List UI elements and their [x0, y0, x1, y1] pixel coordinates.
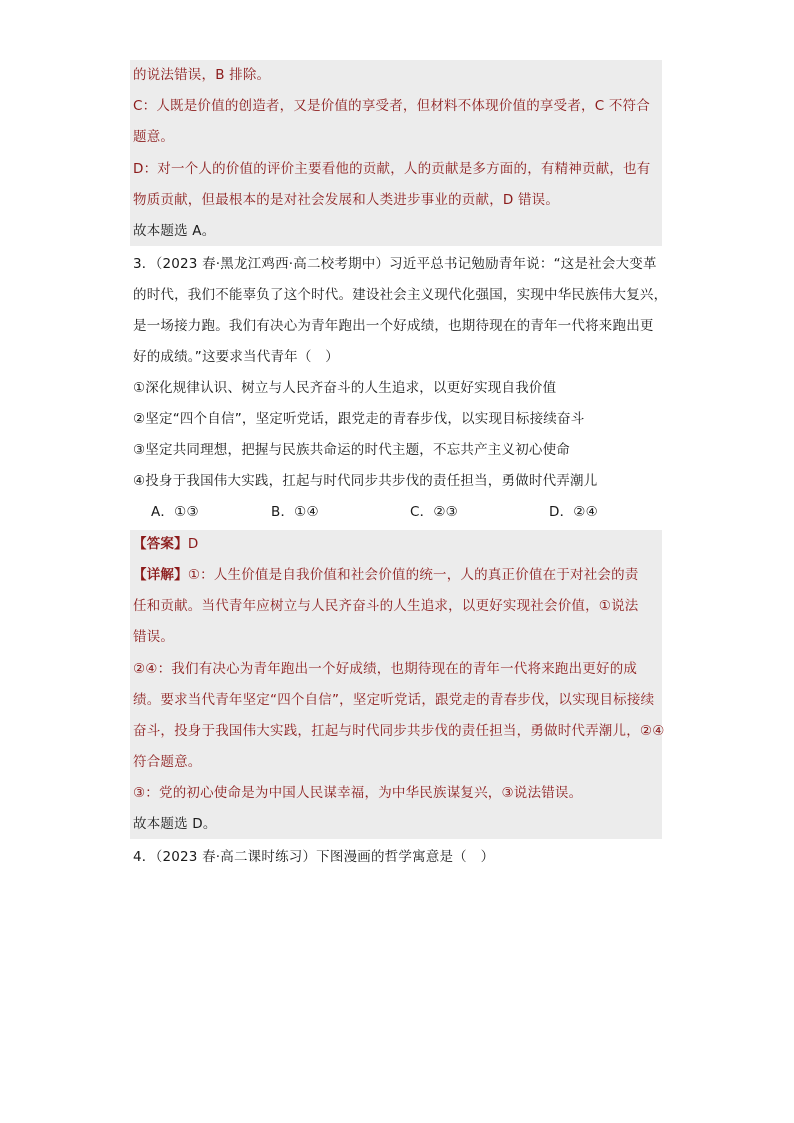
option-d: D．②④ [549, 504, 598, 520]
detail-p1-line2: 任和贡献。当代青年应树立与人民齐奋斗的人生追求，以更好实现社会价值，①说法 [133, 598, 639, 614]
option-a: A．①③ [151, 504, 199, 520]
detail-line1 [133, 564, 663, 586]
detail-p2-line4: 符合题意。 [133, 754, 202, 770]
analysis-option-c-line1: C：人既是价值的创造者，又是价值的享受者，但材料不体现价值的享受者，C 不符合 [133, 98, 650, 114]
analysis-option-d-line2: 物质贡献，但最根本的是对社会发展和人类进步事业的贡献，D 错误。 [133, 192, 560, 208]
analysis-text-b-tail: 的说法错误，B 排除。 [133, 67, 271, 83]
analysis-background-prev [130, 60, 662, 246]
detail-p2-line2: 绩。要求当代青年坚定“四个自信”，坚定听党话，跟党走的青春步伐，以实现目标接续 [133, 692, 655, 708]
analysis-option-c-line2: 题意。 [133, 129, 175, 145]
question3-item-3: ③坚定共同理想，把握与民族共命运的时代主题，不忘共产主义初心使命 [133, 442, 571, 458]
detail-label: 【详解】 [133, 567, 188, 583]
analysis-option-d-line1: D：对一个人的价值的评价主要看他的贡献，人的贡献是多方面的，有精神贡献，也有 [133, 161, 651, 177]
question4-stem: 4．（2023 春·高二课时练习）下图漫画的哲学寓意是（ ） [133, 849, 495, 865]
answer-value: D [187, 536, 199, 552]
detail-p2-line3: 奋斗，投身于我国伟大实践，扛起与时代同步共步伐的责任担当，勇做时代弄潮儿，②④ [133, 723, 665, 739]
question3-stem-line1: 3．（2023 春·黑龙江鸡西·高二校考期中）习近平总书记勉励青年说：“这是社会大变革 [133, 256, 657, 272]
question3-options [133, 501, 663, 523]
question3-stem-line3: 是一场接力跑。我们有决心为青年跑出一个好成绩，也期待现在的青年一代将来跑出更 [133, 318, 654, 334]
detail-p3-line1: ③：党的初心使命是为中国人民谋幸福，为中华民族谋复兴，③说法错误。 [133, 785, 583, 801]
question3-item-1: ①深化规律认识、树立与人民齐奋斗的人生追求，以更好实现自我价值 [133, 380, 557, 396]
question3-stem-line2: 的时代，我们不能辜负了这个时代。建设社会主义现代化强国，实现中华民族伟大复兴， [133, 287, 668, 303]
detail-p1-line1: ①：人生价值是自我价值和社会价值的统一，人的真正价值在于对社会的责 [187, 567, 639, 583]
question3-stem-line4: 好的成绩。”这要求当代青年（ ） [133, 349, 339, 365]
answer-conclusion: 故本题选 D。 [133, 816, 217, 832]
answer-line [133, 533, 663, 555]
analysis-conclusion: 故本题选 A。 [133, 223, 216, 239]
option-b: B．①④ [271, 504, 319, 520]
answer-label: 【答案】 [133, 536, 188, 552]
detail-p1-line3: 错误。 [133, 629, 175, 645]
detail-p2-line1: ②④：我们有决心为青年跑出一个好成绩，也期待现在的青年一代将来跑出更好的成 [133, 661, 638, 677]
question3-item-2: ②坚定“四个自信”，坚定听党话，跟党走的青春步伐，以实现目标接续奋斗 [133, 411, 585, 427]
option-c: C．②③ [410, 504, 458, 520]
question3-item-4: ④投身于我国伟大实践，扛起与时代同步共步伐的责任担当，勇做时代弄潮儿 [133, 473, 598, 489]
